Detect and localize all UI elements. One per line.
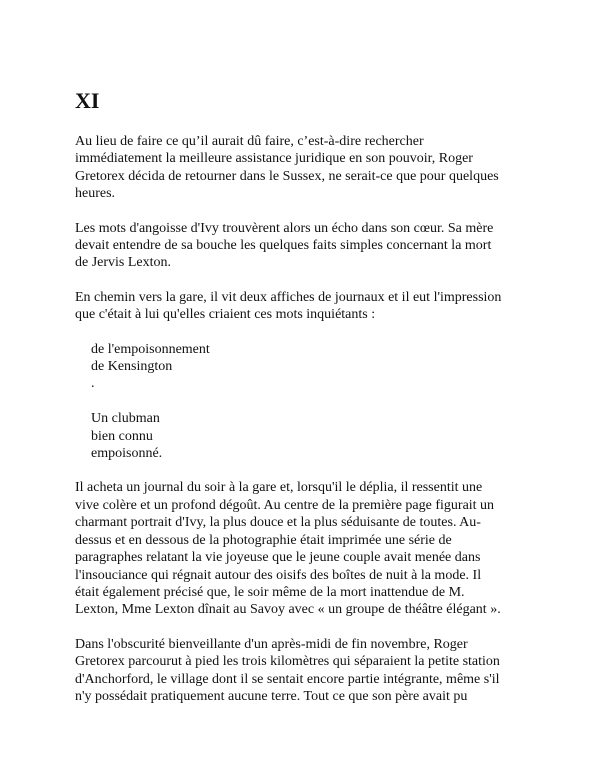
- text-line: Il acheta un journal du soir à la gare et, lorsqu'il le déplia, il ressentit une: [75, 480, 483, 496]
- text-line: d'Anchorford, le village dont il se sentait encore partie intégrante, même s'il: [75, 671, 500, 687]
- text-line: Gretorex parcourut à pied les trois kilomètres qui séparaient la petite station: [75, 654, 500, 670]
- headline-line: Un clubman: [91, 411, 160, 427]
- text-line: heures.: [75, 186, 116, 202]
- text-line: En chemin vers la gare, il vit deux affiches de journaux et il eut l'impression: [75, 289, 502, 305]
- text-line: vive colère et un profond dégoût. Au centre de la première page figurait un: [75, 497, 495, 513]
- text-line: dessus et en dessous de la photographie était imprimée une série de: [75, 532, 452, 548]
- text-line: était également précisé que, le soir même de la mort inattendue de M.: [75, 584, 465, 600]
- headline-line: empoisonné.: [91, 446, 163, 462]
- headline-line: .: [91, 376, 95, 392]
- text-line: devait entendre de sa bouche les quelques faits simples concernant la mort: [75, 238, 492, 254]
- text-line: immédiatement la meilleure assistance juridique en son pouvoir, Roger: [75, 151, 473, 167]
- headline-line: de l'empoisonnement: [91, 341, 210, 357]
- stanza-gap: [91, 393, 535, 410]
- paragraph-2: [75, 220, 535, 272]
- paragraph-3: [75, 289, 535, 324]
- text-line: charmant portrait d'Ivy, la plus douce et la plus séduisante de toutes. Au-: [75, 515, 481, 531]
- chapter-title: XI: [75, 88, 100, 113]
- text-line: paragraphes relatant la vie joyeuse que le jeune couple avait menée dans: [75, 550, 481, 566]
- text-line: Les mots d'angoisse d'Ivy trouvèrent alors un écho dans son cœur. Sa mère: [75, 220, 494, 236]
- text-line: Lexton, Mme Lexton dînait au Savoy avec « un groupe de théâtre élégant ».: [75, 602, 501, 618]
- text-line: de Jervis Lexton.: [75, 255, 172, 271]
- headline-line: de Kensington: [91, 359, 173, 375]
- text-line: que c'était à lui qu'elles criaient ces mots inquiétants :: [75, 307, 376, 323]
- text-line: Gretorex décida de retourner dans le Sussex, ne serait-ce que pour quelques: [75, 168, 499, 184]
- chapter-body: [75, 133, 535, 722]
- paragraph-5: [75, 636, 535, 706]
- headline-line: bien connu: [91, 428, 153, 444]
- text-line: Dans l'obscurité bienveillante d'un après-midi de fin novembre, Roger: [75, 636, 468, 652]
- newspaper-headlines: [91, 341, 535, 463]
- text-line: n'y possédait pratiquement aucune terre. Tout ce que son père avait pu: [75, 688, 468, 704]
- paragraph-1: [75, 133, 535, 203]
- text-line: l'insouciance qui régnait autour des oisifs des boîtes de nuit à la mode. Il: [75, 567, 482, 583]
- paragraph-4: [75, 479, 535, 618]
- text-line: Au lieu de faire ce qu’il aurait dû faire, c’est-à-dire rechercher: [75, 134, 424, 149]
